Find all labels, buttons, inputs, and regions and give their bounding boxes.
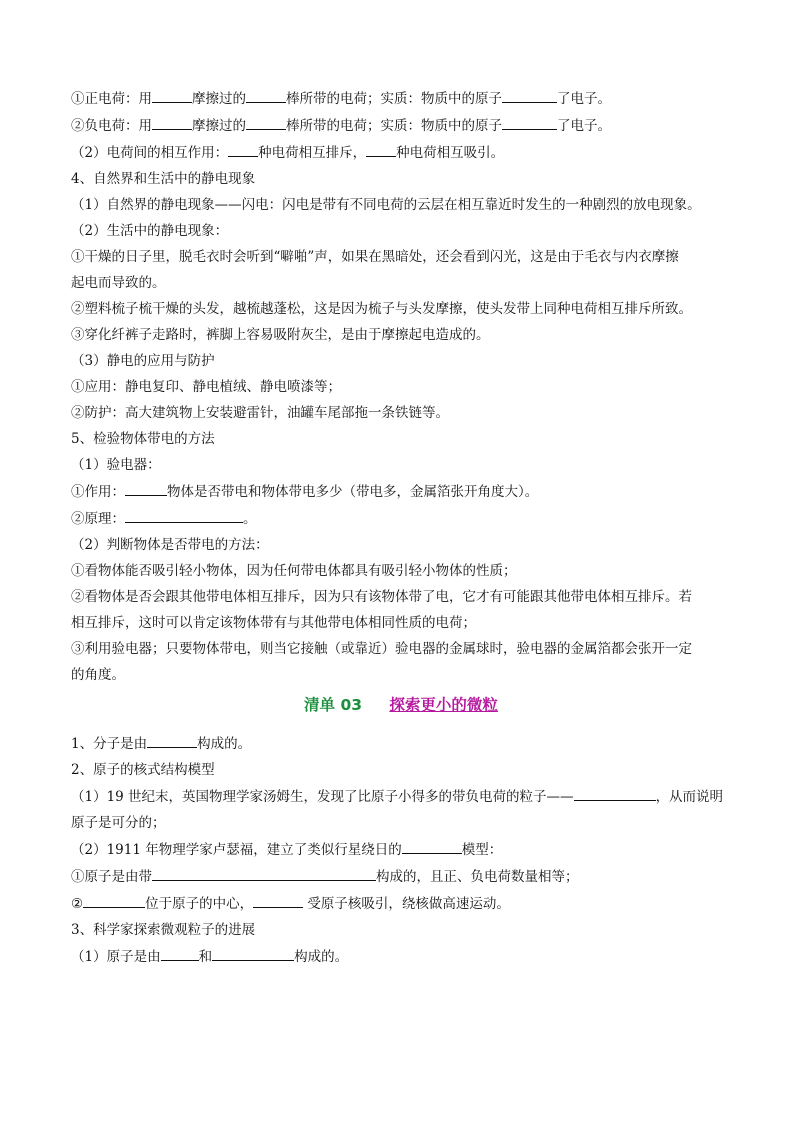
blank-field[interactable] bbox=[152, 88, 192, 103]
section-particles bbox=[71, 733, 731, 780]
heading-number: 清单 03 bbox=[304, 696, 363, 714]
text-line bbox=[71, 535, 731, 555]
blank-field[interactable] bbox=[212, 946, 294, 961]
text-line bbox=[71, 455, 731, 475]
line-text: 位于原子的中心， bbox=[145, 896, 254, 912]
blank-field[interactable] bbox=[161, 946, 199, 961]
section-electric-charges bbox=[71, 88, 731, 241]
line-text: （1）自然界的静电现象——闪电：闪电是带有不同电荷的云层在相互靠近时发生的一种剧烈的放电现象。 bbox=[71, 197, 701, 213]
text-line bbox=[71, 760, 731, 780]
line-text: 棒所带的电荷；实质：物质中的原子 bbox=[286, 118, 502, 134]
line-text: 构成的，且正、负电荷数量相等； bbox=[376, 869, 579, 885]
line-text: （3）静电的应用与防护 bbox=[71, 353, 215, 369]
text-line bbox=[71, 377, 731, 397]
line-text: ①看物体能否吸引轻小物体，因为任何带电体都具有吸引轻小物体的性质； bbox=[71, 563, 517, 579]
method-3: ③利用验电器；只要物体带电，则当它接触（或靠近）验电器的金属球时，验电器的金属箔都会张开一定 的角度。 bbox=[71, 641, 692, 683]
line-text: （2）电荷间的相互作用： bbox=[71, 145, 229, 161]
text-line bbox=[71, 403, 731, 423]
text-line bbox=[71, 142, 731, 163]
line-text: 4、自然界和生活中的静电现象 bbox=[71, 171, 256, 187]
line-text: 了电子。 bbox=[557, 118, 611, 134]
section-heading bbox=[71, 693, 731, 715]
text-line bbox=[71, 508, 731, 529]
blank-field[interactable] bbox=[253, 893, 303, 908]
text-line bbox=[71, 946, 731, 967]
line-text: ①原子是由带 bbox=[71, 869, 152, 885]
text-line bbox=[71, 733, 731, 754]
text-line bbox=[71, 351, 731, 371]
line-text: 。 bbox=[243, 511, 257, 527]
heading-title: 探索更小的微粒 bbox=[389, 696, 498, 714]
text-line bbox=[71, 839, 731, 860]
line-text: ② bbox=[71, 896, 84, 912]
text-line bbox=[71, 299, 731, 319]
section-electrostatics bbox=[71, 299, 731, 581]
line-text: 受原子核吸引，绕核做高速运动。 bbox=[303, 896, 510, 912]
blank-field[interactable] bbox=[125, 508, 243, 523]
line-text: 5、检验物体带电的方法 bbox=[71, 431, 215, 447]
line-text: ①正电荷：用 bbox=[71, 91, 152, 107]
line-text: 模型： bbox=[461, 842, 503, 858]
text-line bbox=[71, 195, 731, 215]
line-text: 1、分子是由 bbox=[71, 736, 148, 752]
blank-field[interactable] bbox=[147, 733, 197, 748]
line-text: ②塑料梳子梳干燥的头发，越梳越蓬松，这是因为梳子与头发摩擦，使头发带上同种电荷相互排斥所致。 bbox=[71, 301, 692, 317]
section-atom-model bbox=[71, 839, 731, 967]
line-text: 种电荷相互排斥， bbox=[258, 145, 367, 161]
blank-field[interactable] bbox=[228, 142, 258, 157]
line-text: （1）验电器： bbox=[71, 457, 161, 473]
line-text: （2）生活中的静电现象： bbox=[71, 223, 229, 239]
blank-field[interactable] bbox=[152, 115, 192, 130]
text-line bbox=[71, 325, 731, 345]
blank-field[interactable] bbox=[246, 88, 286, 103]
line-text: 了电子。 bbox=[557, 91, 611, 107]
text-line bbox=[71, 429, 731, 449]
line-text: 3、科学家探索微观粒子的进展 bbox=[71, 922, 256, 938]
line-text: 种电荷相互吸引。 bbox=[396, 145, 505, 161]
text-line bbox=[71, 88, 731, 109]
line-text: （2）判断物体是否带电的方法： bbox=[71, 537, 269, 553]
line-text: （1）原子是由 bbox=[71, 949, 161, 965]
text-line bbox=[71, 893, 731, 914]
line-text: 棒所带的电荷；实质：物质中的原子 bbox=[286, 91, 502, 107]
method-2: ②看物体是否会跟其他带电体相互排斥，因为只有该物体带了电，它才有可能跟其他带电体相互排斥。若 相互排斥，这时可以肯定该物体带有与其他带电体相同性质的电荷； bbox=[71, 589, 692, 631]
line-text: ③穿化纤裤子走路时，裤脚上容易吸附灰尘，是由于摩擦起电造成的。 bbox=[71, 327, 490, 343]
text-line bbox=[71, 169, 731, 189]
line-text: 摩擦过的 bbox=[192, 91, 246, 107]
line-text: 和 bbox=[198, 949, 213, 965]
blank-field[interactable] bbox=[125, 481, 167, 496]
line-text: 摩擦过的 bbox=[192, 118, 246, 134]
blank-field[interactable] bbox=[366, 142, 396, 157]
line-text: ①应用：静电复印、静电植绒、静电喷漆等； bbox=[71, 379, 341, 395]
static-example-1: ①干燥的日子里，脱毛衣时会听到“噼啪”声，如果在黑暗处，还会看到闪光，这是由于毛衣与内衣摩擦 起电而导致的。 bbox=[71, 249, 679, 291]
text-line bbox=[71, 920, 731, 940]
line-text: 构成的。 bbox=[294, 949, 349, 965]
line-text: 2、原子的核式结构模型 bbox=[71, 762, 215, 778]
document-page bbox=[71, 88, 731, 973]
blank-field[interactable] bbox=[502, 115, 557, 130]
blank-field[interactable] bbox=[246, 115, 286, 130]
text-line bbox=[71, 866, 731, 887]
blank-field[interactable] bbox=[152, 866, 376, 881]
text-line bbox=[71, 561, 731, 581]
thomson-paragraph: （1）19 世纪末，英国物理学家汤姆生，发现了比原子小得多的带负电荷的粒子—— ，从而说明 原子是可分的； bbox=[71, 786, 731, 833]
line-text: （2）1911 年物理学家卢瑟福，建立了类似行星绕日的 bbox=[71, 842, 402, 858]
line-text: 构成的。 bbox=[197, 736, 252, 752]
blank-field[interactable] bbox=[83, 893, 145, 908]
blank-field[interactable] bbox=[402, 839, 462, 854]
line-text: ①作用： bbox=[71, 484, 125, 500]
text-line bbox=[71, 115, 731, 136]
line-text: ②负电荷：用 bbox=[71, 118, 152, 134]
blank-field[interactable] bbox=[574, 786, 656, 801]
text-line bbox=[71, 481, 731, 502]
blank-field[interactable] bbox=[502, 88, 557, 103]
line-text: 物体是否带电和物体带电多少（带电多，金属箔张开角度大）。 bbox=[167, 484, 539, 500]
line-text: ②防护：高大建筑物上安装避雷针，油罐车尾部拖一条铁链等。 bbox=[71, 405, 449, 421]
text-line bbox=[71, 221, 731, 241]
line-text: ②原理： bbox=[71, 511, 125, 527]
